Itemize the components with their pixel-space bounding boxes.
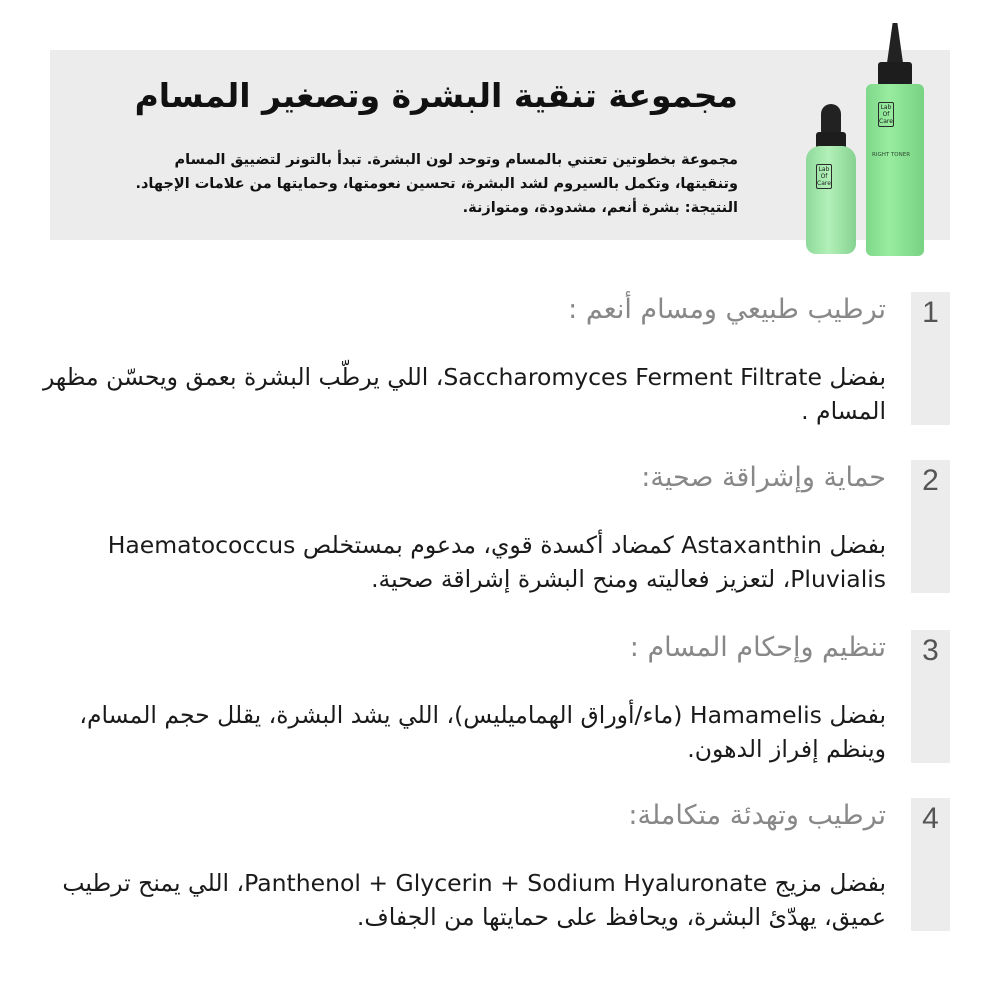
section-title: تنظيم وإحكام المسام :: [629, 632, 886, 663]
section-number: 1: [922, 296, 939, 329]
brand-logo-icon: Lab Of Care: [879, 104, 893, 125]
toner-bottle: [866, 84, 924, 256]
product-image: [748, 18, 911, 238]
section-title: ترطيب وتهدئة متكاملة:: [628, 800, 886, 831]
page-title: مجموعة تنقية البشرة وتصغير المسام: [134, 76, 738, 115]
section-number: 2: [922, 464, 939, 497]
toner-cap: [878, 62, 912, 86]
section-body: بفضل Hamamelis (ماء/أوراق الهماميليس)، اللي يشد البشرة، يقلل حجم المسام، وينظم إفراز الدهون.: [79, 701, 886, 763]
section-number: 4: [922, 802, 939, 835]
section-title: ترطيب طبيعي ومسام أنعم :: [568, 294, 886, 325]
section-body: بفضل مزيج Panthenol + Glycerin + Sodium Hyaluronate، اللي يمنح ترطيب عميق، يهدّئ البشرة، ويحافظ على حمايتها من الجفاف.: [62, 869, 886, 931]
section-title: حماية وإشراقة صحية:: [641, 462, 886, 493]
toner-nozzle: [887, 23, 903, 63]
section-number: 3: [922, 634, 939, 667]
section-body: بفضل Saccharomyces Ferment Filtrate، اللي يرطّب البشرة بعمق ويحسّن مظهر المسام .: [42, 363, 886, 425]
toner-label: RIGHT TONER: [872, 152, 911, 158]
section-body: بفضل Astaxanthin كمضاد أكسدة قوي، مدعوم بمستخلص Haematococcus Pluvialis، لتعزيز فعاليته ومنح البشرة إشراقة صحية.: [107, 531, 886, 593]
serum-dropper-bulb: [821, 104, 841, 134]
brand-logo-icon: Lab Of Care: [817, 166, 831, 187]
header-description: مجموعة بخطوتين تعتني بالمسام وتوحد لون البشرة. تبدأ بالتونر لتضييق المسام وتنقيتها، وتكمل بالسيروم لشد البشرة، تحسين نعومتها، وحمايتها من علامات الإجهاد. النتيجة: بشرة أنعم، مشدودة، ومتوازنة.: [135, 152, 738, 216]
serum-bottle: [806, 146, 856, 254]
